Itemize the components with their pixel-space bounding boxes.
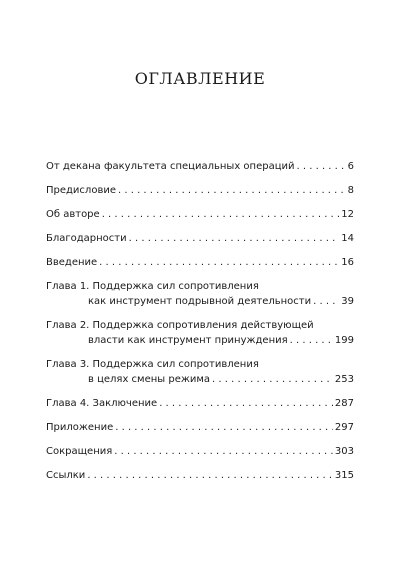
toc-entry-page: 297 — [334, 422, 354, 433]
toc-entry-title: Введение — [46, 257, 98, 268]
toc-entry-page: 39 — [341, 296, 354, 307]
toc-entry-title: Приложение — [46, 422, 114, 433]
toc-entry-page: 16 — [341, 257, 354, 268]
toc-entry-title: Предисловие — [46, 185, 116, 196]
toc-entry-page: 287 — [334, 398, 354, 409]
toc-entry[interactable] — [46, 279, 354, 309]
toc-entry-title: Глава 4. Заключение — [46, 398, 158, 409]
dot-leader — [102, 207, 340, 222]
dot-leader — [212, 372, 333, 387]
dot-leader — [115, 420, 333, 435]
toc-entry[interactable] — [46, 468, 354, 483]
toc-entry-page: 12 — [341, 209, 354, 220]
toc-entry-page: 315 — [334, 470, 354, 481]
dot-leader — [114, 444, 333, 459]
dot-leader — [159, 396, 333, 411]
toc-entry-title: Благодарности — [46, 233, 127, 244]
dot-leader — [87, 468, 333, 483]
dot-leader — [129, 231, 340, 246]
toc-entry-page: 199 — [334, 335, 354, 346]
toc-entry-title: Глава 3. Поддержка сил сопротивления — [46, 359, 259, 370]
toc-entry[interactable] — [46, 231, 354, 246]
toc-entry-page: 6 — [347, 161, 354, 172]
toc-entry-title: Глава 2. Поддержка сопротивления действующей — [46, 320, 314, 331]
toc-entry-title: Об авторе — [46, 209, 100, 220]
toc-title: ОГЛАВЛЕНИЕ — [134, 69, 266, 88]
toc-entry[interactable] — [46, 183, 354, 198]
toc-entry[interactable] — [46, 396, 354, 411]
toc-entry-page: 253 — [334, 374, 354, 385]
toc-entry[interactable] — [46, 420, 354, 435]
dot-leader — [297, 159, 346, 174]
toc-entry-title: Сокращения — [46, 446, 113, 457]
toc-entry-page: 8 — [347, 185, 354, 196]
dot-leader — [313, 294, 339, 309]
dot-leader — [99, 255, 339, 270]
toc-entry[interactable] — [46, 357, 354, 387]
toc-entry-title-continued: власти как инструмент принуждения — [88, 335, 288, 346]
toc-entry[interactable] — [46, 444, 354, 459]
toc-entry[interactable] — [46, 255, 354, 270]
toc-entry-title-continued: как инструмент подрывной деятельности — [88, 296, 312, 307]
dot-leader — [290, 333, 333, 348]
table-of-contents — [46, 159, 354, 483]
toc-entry-title: Ссылки — [46, 470, 86, 481]
toc-entry[interactable] — [46, 159, 354, 174]
toc-entry-title: Глава 1. Поддержка сил сопротивления — [46, 281, 259, 292]
toc-entry[interactable] — [46, 207, 354, 222]
toc-entry-title: От декана факультета специальных операций — [46, 161, 295, 172]
dot-leader — [118, 183, 346, 198]
toc-entry-page: 303 — [334, 446, 354, 457]
toc-entry-title-continued: в целях смены режима — [88, 374, 211, 385]
toc-entry-page: 14 — [341, 233, 354, 244]
toc-entry[interactable] — [46, 318, 354, 348]
